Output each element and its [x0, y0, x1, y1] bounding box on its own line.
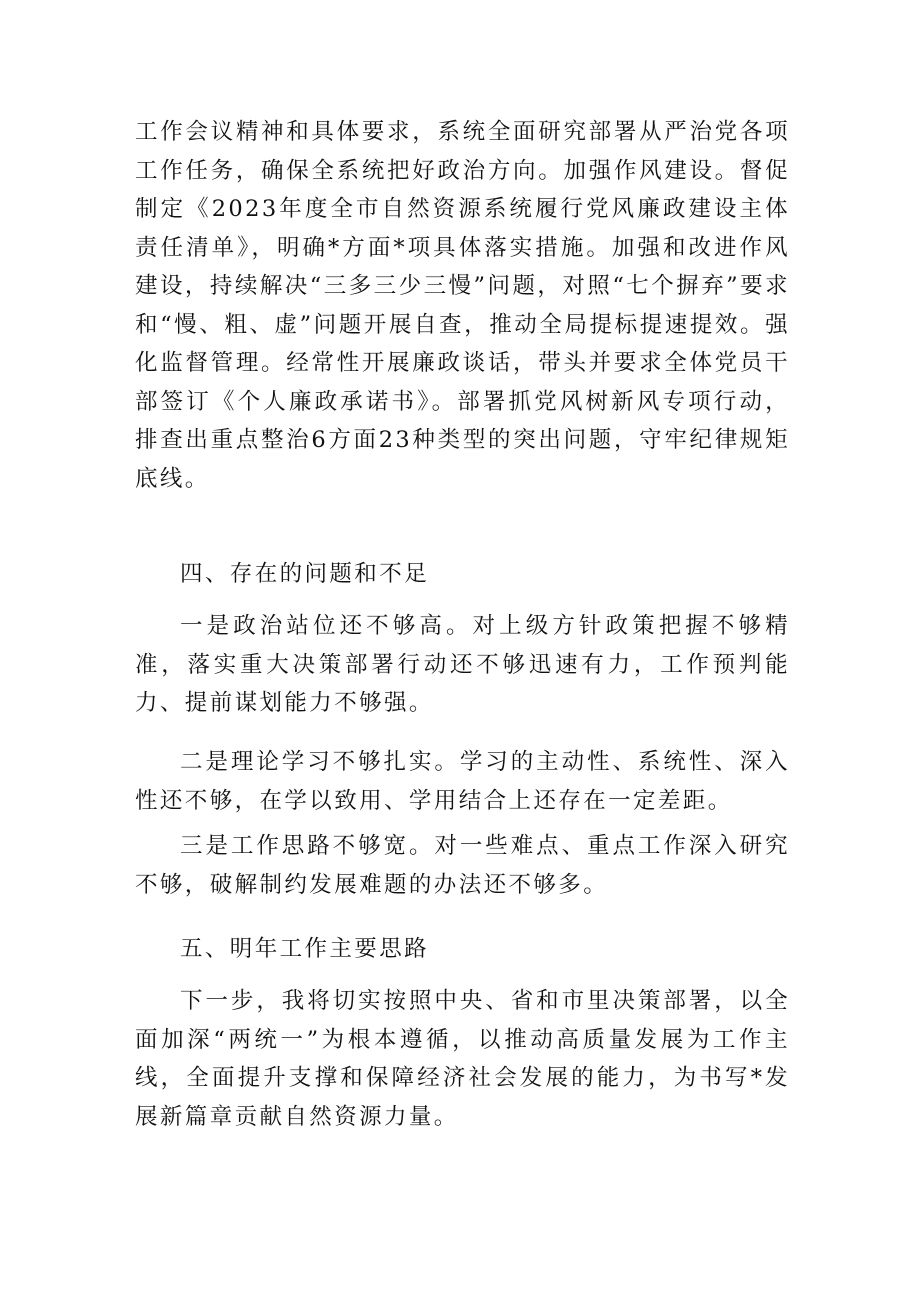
body-paragraph-party-conduct: 工作会议精神和具体要求，系统全面研究部署从严治党各项工作任务，确保全系统把好政治方向。加强作风建设。督促制定《2023年度全市自然资源系统履行党风廉政建设主体责任清单》，明确*方面*项具体落实措施。加强和改进作风建设，持续解决“三多三少三慢”问题，对照“七个摒弃”要求和“慢、粗、虚”问题开展自查，推动全局提标提速提效。强化监督管理。经常性开展廉政谈话，带头并要求全体党员干部签订《个人廉政承诺书》。部署抓党风树新风专项行动，排查出重点整治6方面23种类型的突出问题，守牢纪律规矩底线。 [135, 119, 790, 492]
section-heading-next-year: 五、明年工作主要思路 [180, 936, 430, 962]
body-paragraph-theory-study: 二是理论学习不够扎实。学习的主动性、系统性、深入性还不够，在学以致用、学用结合上还存在一定差距。 [135, 749, 790, 814]
section-heading-problems: 四、存在的问题和不足 [180, 561, 430, 587]
body-paragraph-next-steps: 下一步，我将切实按照中央、省和市里决策部署，以全面加深“两统一”为根本遵循，以推动高质量发展为工作主线，全面提升支撑和保障经济社会发展的能力，为书写*发展新篇章贡献自然资源力量。 [135, 988, 790, 1130]
body-paragraph-work-ideas: 三是工作思路不够宽。对一些难点、重点工作深入研究不够，破解制约发展难题的办法还不够多。 [135, 833, 790, 898]
body-paragraph-political-stance: 一是政治站位还不够高。对上级方针政策把握不够精准，落实重大决策部署行动还不够迅速有力，工作预判能力、提前谋划能力不够强。 [135, 613, 790, 716]
